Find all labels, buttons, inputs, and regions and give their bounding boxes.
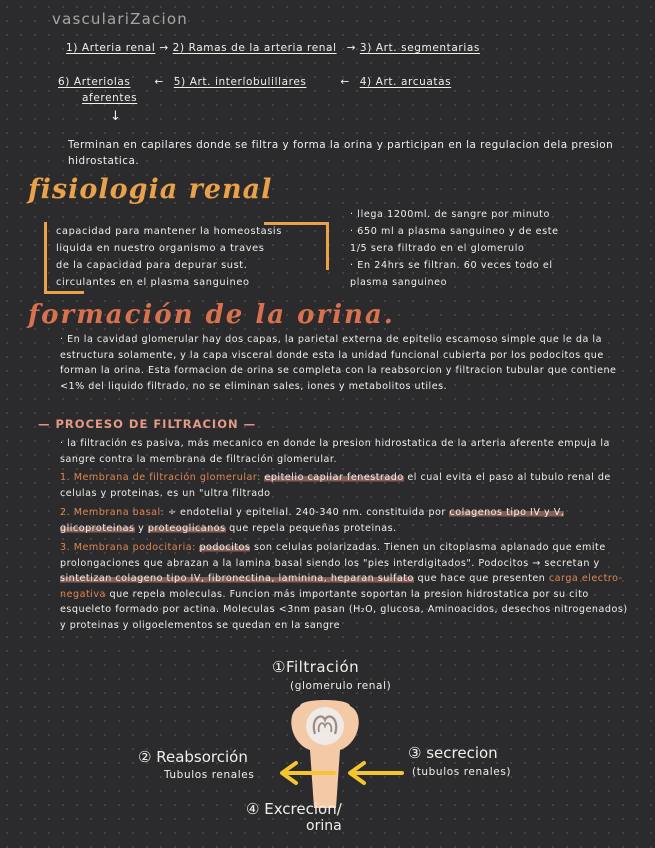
vascular-row-2 (58, 76, 451, 90)
box-line-3: de la capacidad para depurar sust. (56, 260, 248, 271)
bullet-2-cont: 1/5 sera filtrado en el glomerulo (350, 243, 525, 254)
arrow-down-icon: ↓ (110, 109, 122, 124)
step-reabsorcion: ② Reabsorción (138, 748, 248, 766)
arrow-right-icon: → (159, 42, 169, 54)
bullet-3: · En 24hrs se filtran. 60 veces todo el (350, 260, 553, 271)
step-interlobulillares: 5) Art. interlobulillares (173, 76, 307, 88)
item2-highlight-2: glicoproteinas (60, 522, 135, 534)
section-heading-vascularizacion: vasculariZacion (52, 10, 188, 28)
box-line-4: circulantes en el plasma sanguineo (56, 277, 250, 288)
step-segmentarias: 3) Art. segmentarias (359, 42, 480, 54)
box-bottom-line (44, 291, 84, 294)
step-filtracion-sub: (glomerulo renal) (290, 680, 392, 692)
fisiologia-bullets (350, 206, 559, 291)
proceso-item-2 (60, 505, 630, 536)
step-arteriolas: 6) Arteriolas (58, 76, 131, 88)
step-filtracion: ①Filtración (272, 658, 360, 676)
item2-and: y (138, 522, 145, 534)
step-arcuatas: 4) Art. arcuatas (359, 76, 452, 88)
vascular-note: Terminan en capilares donde se filtra y forma la orina y participan en la regulacion dela presion hidrostatica. (68, 139, 614, 167)
item3-text-b: que hace que presenten (417, 573, 546, 584)
proceso-item-1 (60, 470, 630, 501)
item3-highlight-2: sintetizan colageno tipo IV, fibronectina, laminina, heparan sulfato (60, 573, 414, 584)
step-arteriolas-cont: aferentes (82, 92, 138, 104)
formacion-paragraph: · En la cavidad glomerular hay dos capas, la parietal externa de epitelio escamoso simple que le da la estructura solamente, y la capa visceral donde esta la unidad funcional cubierta por los podocitos que forman la orina. Esta formacion de orina se completa con la reabsorcion y filtracion tubular que contiene <1% del liquido filtrado, no se eliminan sales, iones y metabolitos utiles. (60, 334, 617, 392)
secrecion-arrow-icon (344, 760, 404, 786)
proceso-heading: — PROCESO DE FILTRACION — (38, 417, 257, 431)
title-fisiologia-renal: fisiologia renal (28, 174, 273, 205)
item2-text-a: ÷ endotelial y epitelial. 240-340 nm. constituida por (167, 507, 446, 518)
reabsorcion-arrow-icon (276, 760, 336, 786)
box-left-line (44, 222, 47, 292)
bullet-2: · 650 ml a plasma sanguineo y de este (350, 226, 559, 237)
step-secrecion-sub: (tubulos renales) (412, 766, 512, 778)
item3-text-c: que repela moleculas. Funcion más importante soportan la presion hidrostatica por su cito esqueleto formado por actina. Moleculas <3nm pasan (H₂O, glucosa, Aminoacidos, desechos nitrogenados) y proteinas y oligoelementos se quedan en la sangre (60, 588, 628, 631)
proceso-intro: · la filtración es pasiva, más mecanico en donde la presion hidrostatica de la arteria aferente empuja la sangre contra la membrana de filtración glomerular. (60, 438, 610, 465)
step-arteria-renal: 1) Arteria renal (66, 42, 156, 54)
step-reabsorcion-sub: Tubulos renales (164, 769, 255, 781)
item2-highlight-1: colagenos tipo IV y V, (449, 507, 565, 518)
bullet-1: · llega 1200ml. de sangre por minuto (350, 209, 551, 220)
item1-highlight: epitelio capilar fenestrado (264, 472, 404, 483)
box-line-2: liquida en nuestro organismo a traves (56, 243, 265, 254)
bullet-3-cont: plasma sanguineo (350, 277, 448, 288)
item3-label: 3. Membrana podocitaria: (60, 542, 196, 553)
step-excrecion-sub: orina (306, 818, 342, 834)
definition-box (44, 222, 329, 294)
item2-label: 2. Membrana basal: (60, 507, 165, 518)
step-excrecion: ④ Excrecion/ (246, 800, 342, 818)
item2-highlight-3: proteoglicanos (147, 522, 226, 534)
step-secrecion: ③ secrecion (408, 744, 498, 762)
vascular-row-1 (66, 42, 480, 56)
box-line-1: capacidad para mantener la homeostasis (56, 226, 282, 237)
item1-text: el cual evita el paso al tubulo renal de celulas y proteinas. es un "ultra filtrado (60, 472, 611, 499)
arrow-left-icon: ← (154, 76, 164, 88)
arrow-left-icon: ← (340, 76, 350, 88)
item2-text-b: que repela pequeñas proteinas. (229, 522, 397, 534)
item3-highlight-3: carga electro-negativa (60, 573, 623, 600)
arrow-right-icon: → (346, 42, 356, 54)
item3-highlight-1: podocitos (199, 542, 251, 553)
glomerulus-tubule-diagram (270, 698, 380, 808)
title-formacion-orina: formación de la orina. (28, 300, 395, 330)
item1-label: 1. Membrana de filtración glomerular: (60, 472, 261, 483)
step-ramas: 2) Ramas de la arteria renal (172, 42, 337, 54)
proceso-item-3 (60, 540, 630, 633)
box-right-line (326, 222, 329, 270)
item3-text-a: son celulas polarizadas. Tienen un citoplasma aplanado que emite prolongaciones que abrazan a la lamina basal siendo los "pies interdigitados". Podocitos → secretan y (60, 542, 606, 569)
